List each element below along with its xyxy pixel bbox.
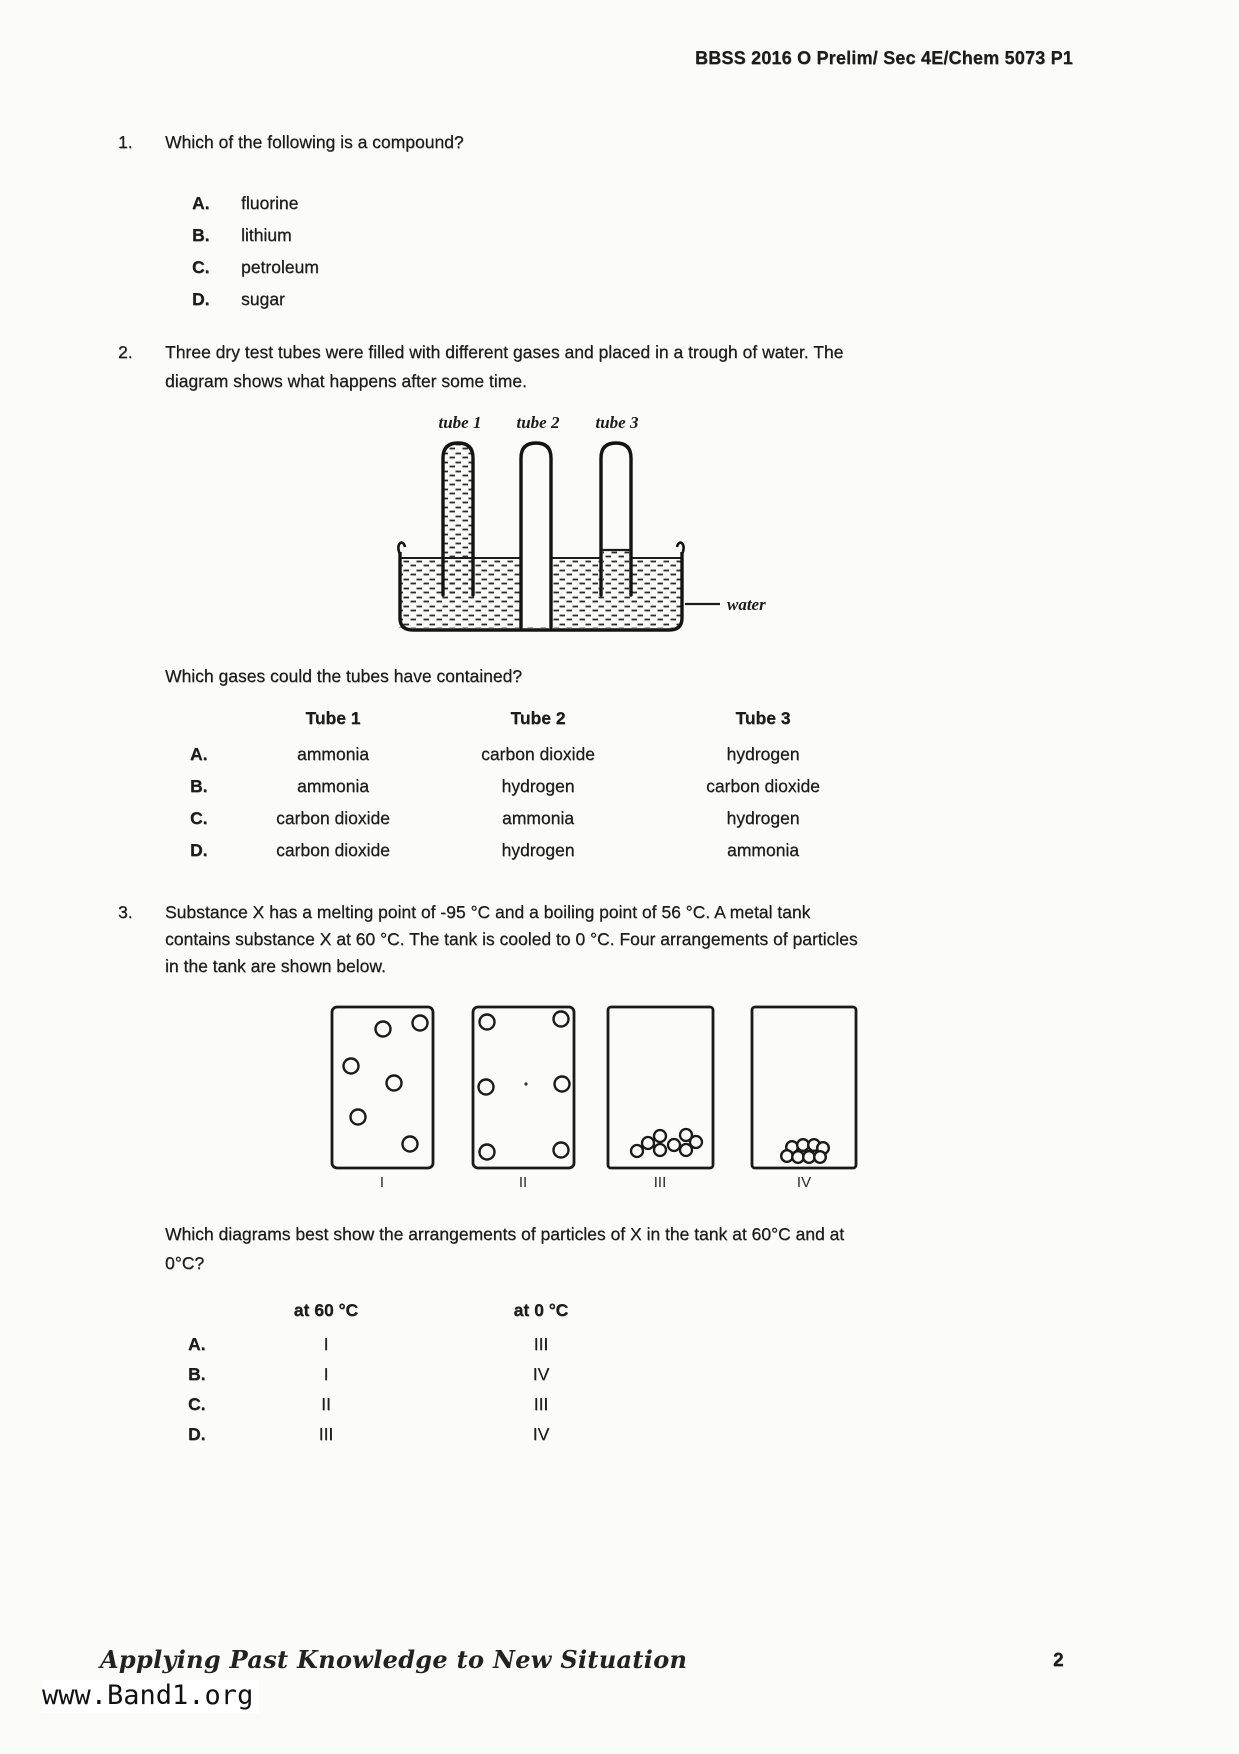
q3-text-line2: contains substance X at 60 °C. The tank is cooled to 0 °C. Four arrangements of particles — [165, 929, 858, 949]
q2-row-d-letter: D. — [190, 840, 208, 860]
q2-row-c-cell3: hydrogen — [726, 808, 800, 828]
q1-option-b-letter: B. — [192, 225, 210, 245]
q3-row-b-letter: B. — [188, 1364, 206, 1384]
particle-label-i: I — [379, 1174, 385, 1191]
q3-row-d-cell1: III — [318, 1424, 334, 1444]
particle-label-ii: II — [518, 1174, 528, 1191]
question-1 — [118, 128, 1078, 157]
q3-row-c-cell1: II — [321, 1394, 331, 1414]
q2-table-corner — [188, 708, 243, 744]
test-tube-diagram — [390, 406, 800, 646]
q3-row-c-cell2: III — [533, 1394, 549, 1414]
q3-row-c-letter: C. — [188, 1394, 206, 1414]
particle-figure — [330, 1004, 870, 1199]
q3-row-d-letter: D. — [188, 1424, 206, 1444]
q3-table-header-0: at 0 °C — [513, 1300, 569, 1320]
q3-text — [165, 899, 858, 980]
q1-option-d-letter: D. — [192, 289, 210, 309]
q2-row-b-cell3: carbon dioxide — [706, 776, 820, 796]
q2-subquestion: Which gases could the tubes have contained? — [165, 666, 523, 686]
q3-table-corner — [186, 1300, 241, 1334]
page-header: BBSS 2016 O Prelim/ Sec 4E/Chem 5073 P1 — [695, 48, 1074, 68]
q3-answer-table — [186, 1300, 671, 1454]
q2-row-a-cell3: hydrogen — [726, 744, 800, 764]
q1-option-a — [192, 188, 298, 219]
q2-row-a-letter: A. — [190, 744, 208, 764]
q3-subquestion — [165, 1220, 1125, 1278]
question-2 — [118, 338, 1108, 396]
q3-row-a-cell1: I — [323, 1334, 329, 1354]
particle-label-iv: IV — [796, 1174, 812, 1191]
q2-row-c-cell2: ammonia — [502, 808, 574, 828]
q2-answer-table — [188, 708, 873, 872]
q3-row-b-cell1: I — [323, 1364, 329, 1384]
q2-row-c-letter: C. — [190, 808, 208, 828]
q1-option-c-text: petroleum — [241, 257, 319, 277]
tube-3-water — [603, 550, 629, 594]
q1-option-b — [192, 220, 292, 251]
q3-text-line3: in the tank are shown below. — [165, 956, 386, 976]
q3-subquestion-line2: 0°C? — [165, 1253, 205, 1273]
q1-option-c — [192, 252, 319, 283]
q2-table-header-tube1: Tube 1 — [305, 708, 361, 728]
q3-row-a-letter: A. — [188, 1334, 206, 1354]
q2-text-line2: diagram shows what happens after some time. — [165, 371, 527, 391]
q1-option-a-text: fluorine — [241, 193, 299, 213]
footer-watermark: www.Band1.org — [42, 1680, 259, 1713]
q2-row-b-letter: B. — [190, 776, 208, 796]
q3-number: 3. — [118, 902, 133, 922]
particle-label-iii: III — [653, 1174, 667, 1191]
q1-option-d-text: sugar — [241, 289, 285, 309]
tube-2-shape — [521, 443, 551, 627]
q3-table-header-60: at 60 °C — [293, 1300, 359, 1320]
q3-subquestion-line1: Which diagrams best show the arrangements of particles of X in the tank at 60°C and at — [165, 1224, 845, 1244]
footer-skill-label: Applying Past Knowledge to New Situation — [100, 1645, 688, 1674]
particle-box-iv-particles — [781, 1139, 829, 1163]
q3-row-b-cell2: IV — [532, 1364, 550, 1384]
q2-row-d-cell3: ammonia — [727, 840, 799, 860]
q2-row-a-cell1: ammonia — [297, 744, 369, 764]
q1-option-a-letter: A. — [192, 193, 210, 213]
q3-row-a-cell2: III — [533, 1334, 549, 1354]
q3-text-line1: Substance X has a melting point of -95 °C and a boiling point of 56 °C. A metal tank — [165, 902, 811, 922]
footer-page-number: 2 — [1053, 1650, 1064, 1671]
q2-table-header-tube2: Tube 2 — [510, 708, 566, 728]
q2-table-header-tube3: Tube 3 — [735, 708, 791, 728]
q2-row-b-cell2: hydrogen — [501, 776, 575, 796]
question-3 — [118, 899, 1108, 980]
tube-2-label: tube 2 — [516, 413, 560, 432]
q2-row-c-cell1: carbon dioxide — [276, 808, 390, 828]
particle-diagram — [330, 1004, 870, 1194]
q1-option-c-letter: C. — [192, 257, 210, 277]
q2-number: 2. — [118, 342, 133, 362]
q2-text-line1: Three dry test tubes were filled with different gases and placed in a trough of water. The — [165, 342, 844, 362]
q1-number: 1. — [118, 132, 133, 152]
tube-1-shape — [443, 443, 473, 595]
q2-text — [165, 338, 843, 396]
q1-option-d — [192, 284, 285, 315]
q2-row-a-cell2: carbon dioxide — [481, 744, 595, 764]
tube-3-label: tube 3 — [595, 413, 639, 432]
test-tube-figure — [390, 406, 800, 651]
q3-row-d-cell2: IV — [532, 1424, 550, 1444]
q2-row-d-cell1: carbon dioxide — [276, 840, 390, 860]
water-label: water — [727, 595, 766, 614]
q2-row-d-cell2: hydrogen — [501, 840, 575, 860]
q1-option-b-text: lithium — [241, 225, 292, 245]
q2-row-b-cell1: ammonia — [297, 776, 369, 796]
q1-text: Which of the following is a compound? — [165, 132, 464, 152]
tube-1-label: tube 1 — [438, 413, 482, 432]
